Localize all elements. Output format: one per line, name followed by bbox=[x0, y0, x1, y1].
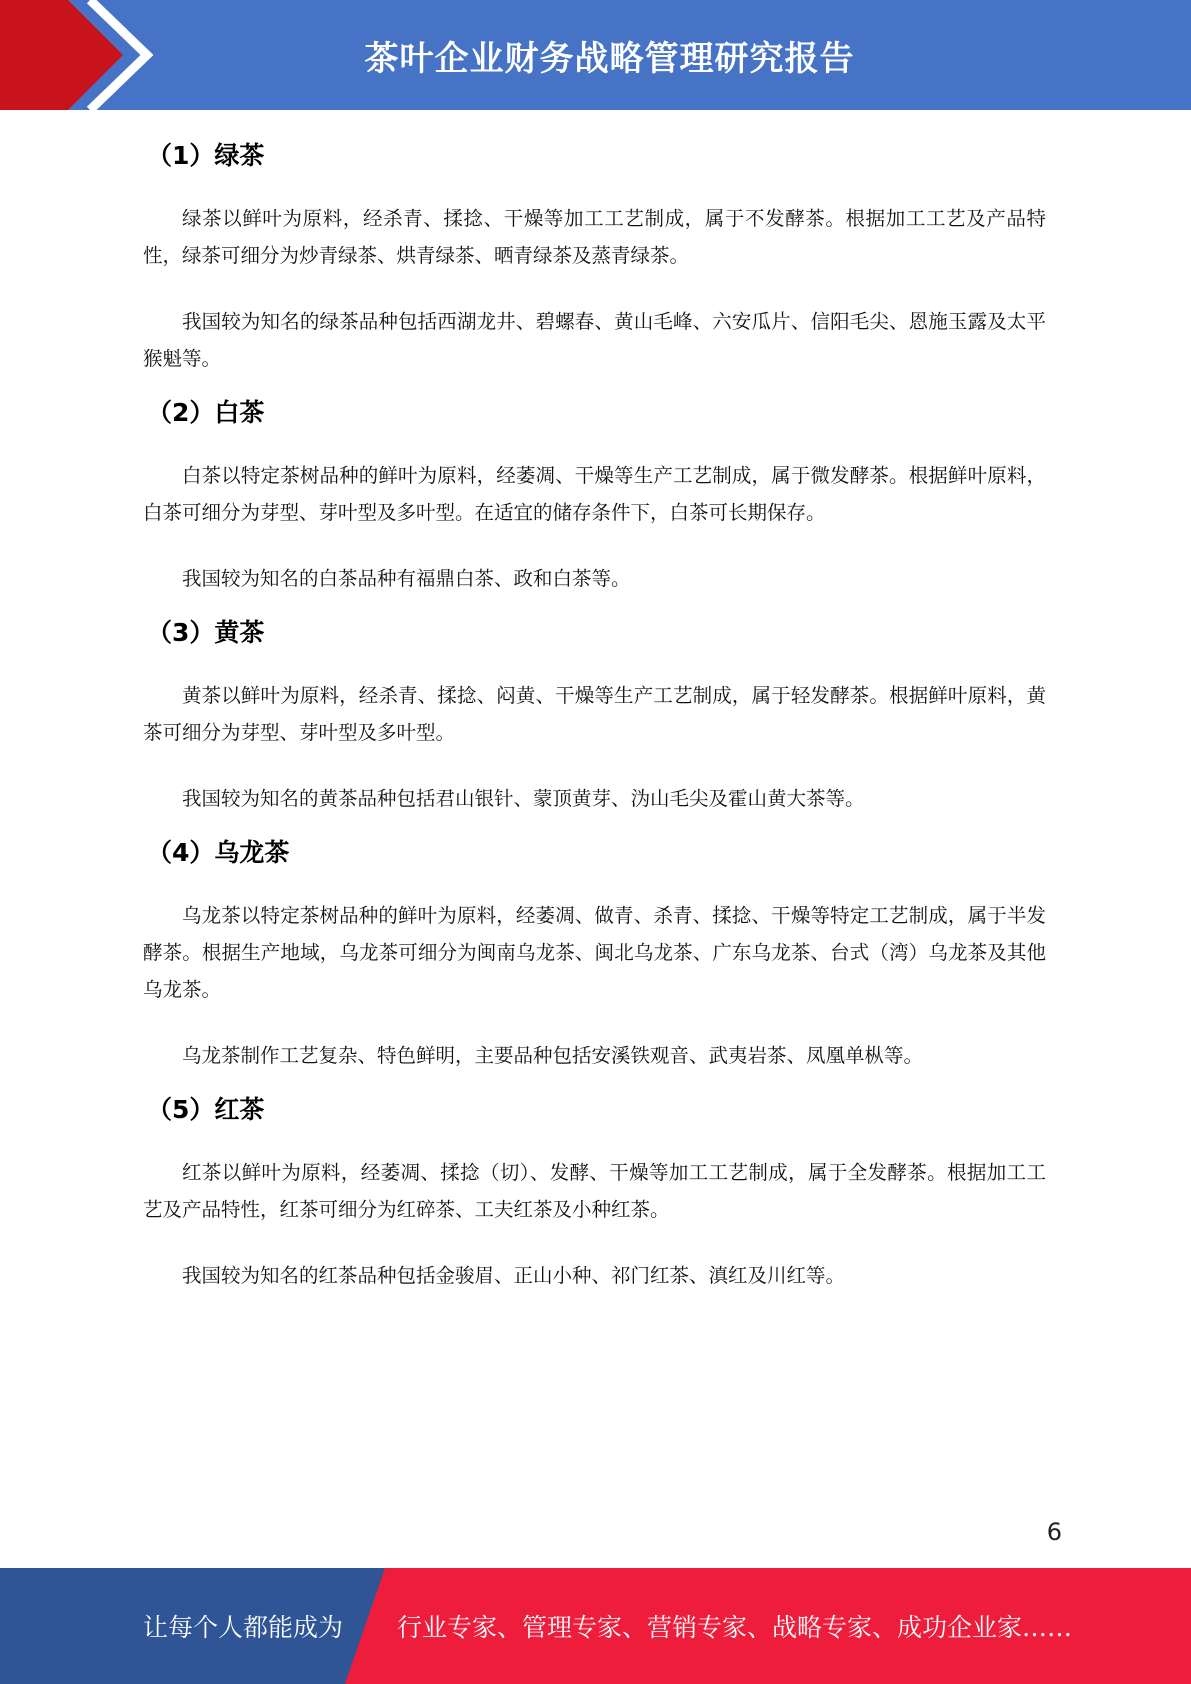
paragraph: 红茶以鲜叶为原料，经萎凋、揉捻（切）、发酵、干燥等加工工艺制成，属于全发酵茶。根据加工工艺及产品特性，红茶可细分为红碎茶、工夫红茶及小种红茶。 bbox=[143, 1161, 1046, 1221]
section-white-tea bbox=[143, 391, 1046, 597]
report-title: 茶叶企业财务战略管理研究报告 bbox=[364, 38, 855, 79]
paragraph: 乌龙茶制作工艺复杂、特色鲜明，主要品种包括安溪铁观音、武夷岩茶、凤凰单枞等。 bbox=[182, 1044, 924, 1067]
section-black-tea bbox=[143, 1088, 1046, 1294]
document-body bbox=[143, 120, 1046, 1294]
paragraph: 我国较为知名的红茶品种包括金骏眉、正山小种、祁门红茶、滇红及川红等。 bbox=[182, 1264, 846, 1287]
footer-slogan-left: 让每个人都能成为 bbox=[143, 1613, 344, 1642]
page-footer bbox=[0, 1568, 1191, 1684]
paragraph: 我国较为知名的黄茶品种包括君山银针、蒙顶黄芽、沩山毛尖及霍山黄大茶等。 bbox=[182, 787, 865, 810]
page-number: 6 bbox=[1046, 1518, 1062, 1546]
section-heading: （3）黄茶 bbox=[147, 618, 265, 647]
paragraph: 白茶以特定茶树品种的鲜叶为原料，经萎凋、干燥等生产工艺制成，属于微发酵茶。根据鲜叶原料，白茶可细分为芽型、芽叶型及多叶型。在适宜的储存条件下，白茶可长期保存。 bbox=[143, 464, 1046, 524]
footer-slogan-right: 行业专家、管理专家、营销专家、战略专家、成功企业家…… bbox=[397, 1613, 1073, 1642]
paragraph: 乌龙茶以特定茶树品种的鲜叶为原料，经萎凋、做青、杀青、揉捻、干燥等特定工艺制成，属于半发酵茶。根据生产地域，乌龙茶可细分为闽南乌龙茶、闽北乌龙茶、广东乌龙茶、台式（湾）乌龙茶及其他乌龙茶。 bbox=[143, 904, 1046, 1001]
section-heading: （4）乌龙茶 bbox=[147, 838, 290, 867]
section-yellow-tea bbox=[143, 611, 1046, 817]
section-heading: （1）绿茶 bbox=[147, 141, 265, 170]
section-green-tea bbox=[143, 134, 1046, 377]
paragraph: 绿茶以鲜叶为原料，经杀青、揉捻、干燥等加工工艺制成，属于不发酵茶。根据加工工艺及产品特性，绿茶可细分为炒青绿茶、烘青绿茶、晒青绿茶及蒸青绿茶。 bbox=[143, 207, 1046, 267]
section-oolong-tea bbox=[143, 831, 1046, 1074]
paragraph: 黄茶以鲜叶为原料，经杀青、揉捻、闷黄、干燥等生产工艺制成，属于轻发酵茶。根据鲜叶原料，黄茶可细分为芽型、芽叶型及多叶型。 bbox=[143, 684, 1046, 744]
section-heading: （5）红茶 bbox=[147, 1095, 265, 1124]
paragraph: 我国较为知名的绿茶品种包括西湖龙井、碧螺春、黄山毛峰、六安瓜片、信阳毛尖、恩施玉露及太平猴魁等。 bbox=[143, 310, 1046, 370]
paragraph: 我国较为知名的白茶品种有福鼎白茶、政和白茶等。 bbox=[182, 567, 631, 590]
page-header bbox=[0, 0, 1191, 110]
section-heading: （2）白茶 bbox=[147, 398, 265, 427]
